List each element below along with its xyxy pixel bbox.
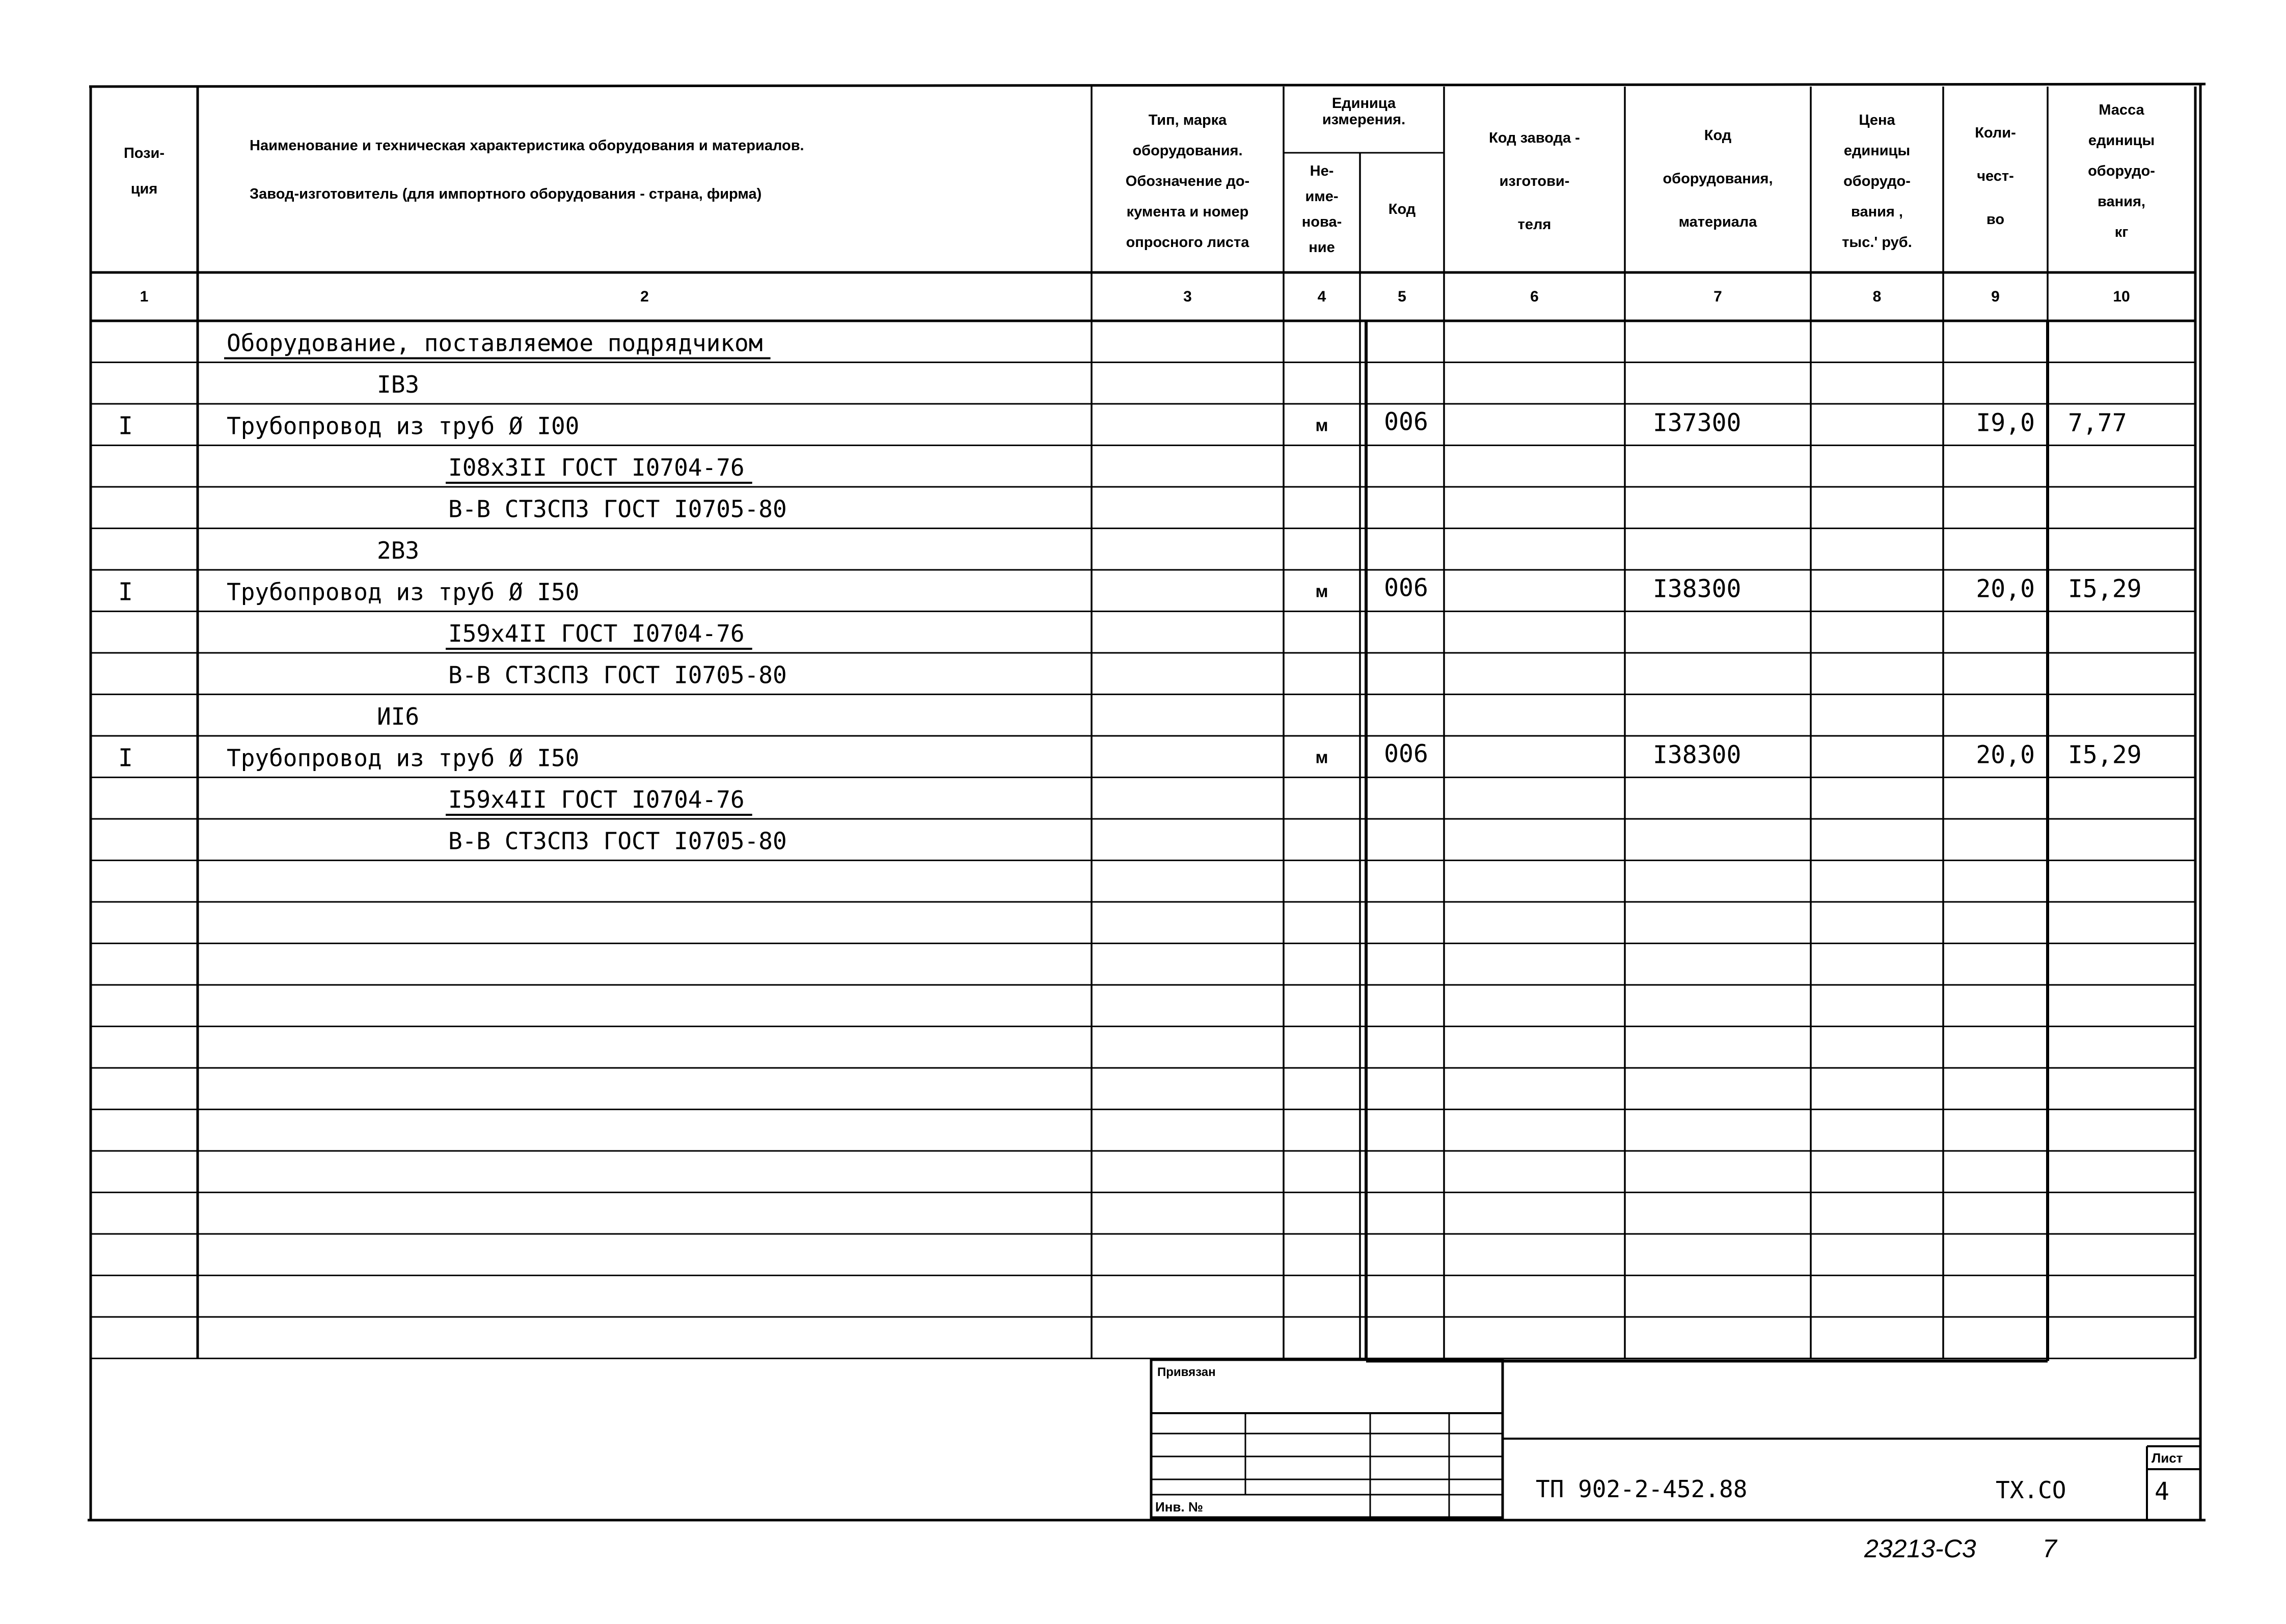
row-unit: м [1315, 582, 1328, 601]
row-name: B-B СТ3СП3 ГОСТ I0705-80 [448, 827, 787, 855]
sheet-number: 4 [2155, 1477, 2169, 1506]
row-equipment-code: I37300 [1653, 408, 1741, 437]
table-row [377, 371, 419, 398]
row-name: I59x4II ГОСТ I0704-76 [448, 620, 745, 647]
row-unit-code: 006 [1384, 407, 1428, 436]
header-equipment-code: оборудования, [1663, 171, 1773, 187]
header-unit-price: вания , [1851, 204, 1903, 220]
sheet-label: Лист [2152, 1450, 2183, 1466]
header-unit-price: Цена [1859, 112, 1895, 128]
row-name: B-B СТ3СП3 ГОСТ I0705-80 [448, 495, 787, 523]
column-number: 1 [140, 288, 149, 305]
table-row [448, 828, 787, 855]
header-type-mark: оборудования. [1132, 143, 1243, 159]
header-position: Пози- [123, 145, 165, 161]
row-equipment-code: I38300 [1653, 574, 1741, 603]
row-name: Трубопровод из труб Ø I50 [227, 744, 580, 772]
handwritten-archive-number: 23213-С3 [1864, 1534, 1976, 1563]
column-number: 6 [1530, 288, 1539, 305]
privyazan-label: Привязан [1157, 1365, 1216, 1379]
header-unit-mass: кг [2114, 224, 2129, 240]
row-name: B-B СТ3СП3 ГОСТ I0705-80 [448, 661, 787, 689]
header-type-mark: опросного листа [1126, 234, 1249, 251]
column-number: 3 [1183, 288, 1192, 305]
row-position: I [118, 744, 133, 773]
table-row [224, 329, 771, 359]
row-name: IB3 [377, 371, 420, 398]
row-name: 2B3 [377, 537, 420, 564]
column-number: 2 [640, 288, 649, 305]
row-unit-code: 006 [1384, 739, 1428, 768]
row-quantity: 20,0 [1976, 574, 2035, 603]
column-number: 5 [1398, 288, 1406, 305]
column-number: 8 [1872, 288, 1882, 305]
inventory-number-label: Инв. № [1155, 1499, 1203, 1515]
header-quantity: чест- [1977, 168, 2014, 184]
header-unit-mass: Масса [2099, 102, 2144, 118]
row-quantity: I9,0 [1976, 408, 2035, 437]
header-unit-price: единицы [1843, 143, 1911, 159]
table-row [118, 408, 2127, 441]
header-unit-mass: вания, [2098, 194, 2145, 210]
column-number: 4 [1317, 288, 1326, 305]
document-code: ТП 902-2-452.88 [1536, 1475, 1748, 1503]
title-block-codes [1536, 1475, 2169, 1506]
header-equipment-code: материала [1678, 214, 1757, 230]
table-row [377, 537, 419, 564]
table-row [118, 574, 2142, 607]
column-number-row [140, 288, 2130, 305]
table-row [446, 620, 752, 649]
table-row [118, 740, 2142, 773]
header-unit-name: нова- [1301, 214, 1342, 230]
header-equipment-code: Код [1704, 127, 1732, 144]
table-row [448, 662, 787, 689]
row-name: ИI6 [377, 703, 420, 730]
header-unit-mass: оборудо- [2088, 163, 2155, 179]
row-name: Трубопровод из труб Ø I50 [227, 578, 580, 606]
header-quantity: Коли- [1975, 125, 2016, 141]
column-number: 7 [1713, 288, 1722, 305]
column-number: 9 [1991, 288, 2000, 305]
header-type-mark: Тип, марка [1148, 112, 1227, 128]
table-row [446, 786, 752, 815]
header-name: Завод-изготовитель (для импортного оборудования - страна, фирма) [250, 186, 762, 202]
table-header [124, 95, 2155, 256]
header-unit-price: оборудо- [1843, 173, 1911, 189]
row-equipment-code: I38300 [1653, 740, 1741, 769]
handwritten-note [1864, 1534, 2058, 1563]
header-manufacturer-code: Код завода - [1489, 130, 1580, 146]
row-name: Трубопровод из труб Ø I00 [227, 412, 580, 440]
header-position: ция [130, 181, 158, 197]
handwritten-page-number: 7 [2043, 1534, 2057, 1563]
table-row [377, 703, 419, 730]
row-quantity: 20,0 [1976, 740, 2035, 769]
row-unit-code: 006 [1384, 573, 1428, 602]
table-row [446, 454, 752, 483]
table-body [118, 329, 2142, 855]
header-unit-code: Код [1388, 201, 1416, 217]
header-name: Наименование и техническая характеристика оборудования и материалов. [250, 137, 804, 154]
header-unit: измерения. [1322, 112, 1406, 128]
header-manufacturer-code: теля [1517, 216, 1552, 233]
header-unit-name: Не- [1310, 163, 1334, 179]
header-manufacturer-code: изготови- [1499, 173, 1570, 189]
header-type-mark: Обозначение до- [1125, 173, 1250, 189]
row-mass: I5,29 [2068, 574, 2142, 603]
column-number: 10 [2113, 288, 2130, 305]
header-unit-mass: единицы [2088, 132, 2155, 149]
row-name: I59x4II ГОСТ I0704-76 [448, 786, 745, 813]
header-unit-price: тыс.' руб. [1842, 234, 1912, 251]
row-mass: 7,77 [2068, 408, 2127, 437]
header-unit: Единица [1331, 95, 1396, 112]
row-unit: м [1315, 748, 1328, 767]
header-type-mark: кумента и номер [1126, 204, 1249, 220]
row-name: Оборудование, поставляемое подрядчиком [227, 329, 763, 357]
header-quantity: во [1986, 211, 2005, 228]
section-code: ТХ.СО [1996, 1476, 2066, 1504]
table-row [448, 496, 787, 523]
header-unit-name: име- [1305, 188, 1339, 205]
row-mass: I5,29 [2068, 740, 2142, 769]
header-unit-name: ние [1309, 239, 1335, 256]
frame [88, 84, 2206, 1520]
row-position: I [118, 577, 133, 607]
row-unit: м [1315, 416, 1328, 435]
row-position: I [118, 411, 133, 441]
row-name: I08x3II ГОСТ I0704-76 [448, 454, 745, 481]
